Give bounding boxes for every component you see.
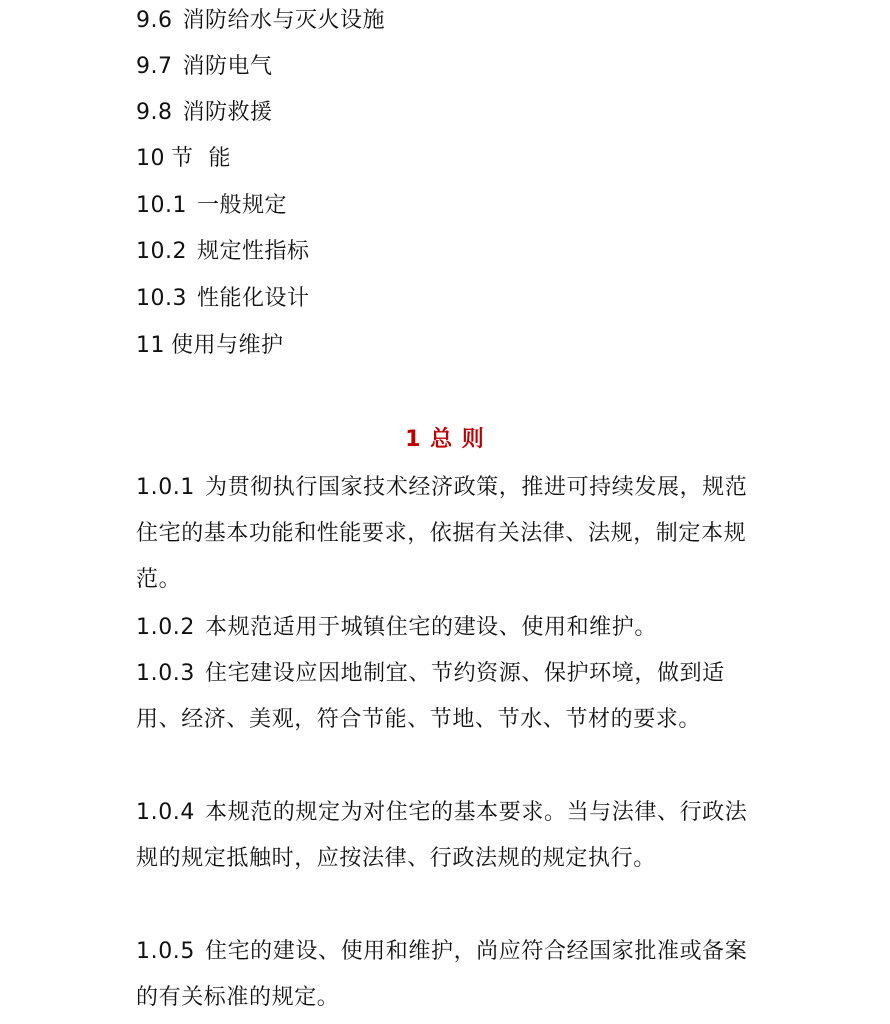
clause-text: 住宅的建设、使用和维护，尚应符合经国家批准或备案的有关标准的规定。 <box>136 939 748 1010</box>
toc-number: 9.8 <box>136 100 173 125</box>
toc-number: 9.6 <box>136 8 173 33</box>
toc-number: 10.1 <box>136 193 187 218</box>
toc-title: 消防给水与灭火设施 <box>182 8 386 33</box>
toc-title: 消防电气 <box>182 54 273 79</box>
clause-1-0-3 <box>136 651 766 743</box>
clause-number: 1.0.1 <box>136 475 195 500</box>
toc-title: 节 能 <box>171 146 231 171</box>
clause-number: 1.0.4 <box>136 800 195 825</box>
toc-title: 性能化设计 <box>196 286 310 311</box>
clause-1-0-2 <box>136 605 766 651</box>
clause-number: 1.0.3 <box>136 661 195 686</box>
chapter-heading: 1 总 则 <box>405 427 485 452</box>
toc-item <box>136 191 287 221</box>
toc-title: 使用与维护 <box>171 333 284 358</box>
toc-title: 规定性指标 <box>196 239 310 264</box>
clause-1-0-5 <box>136 929 766 1021</box>
toc-item <box>136 284 310 314</box>
clause-text: 本规范适用于城镇住宅的建设、使用和维护。 <box>204 615 657 640</box>
toc-number: 11 <box>136 333 165 358</box>
clause-text: 住宅建设应因地制宜、节约资源、保护环境，做到适用、经济、美观，符合节能、节地、节水、节材的要求。 <box>136 661 725 732</box>
toc-title: 消防救援 <box>182 100 273 125</box>
toc-number: 9.7 <box>136 54 173 79</box>
toc-item <box>136 6 385 36</box>
clause-text: 本规范的规定为对住宅的基本要求。当与法律、行政法规的规定抵触时，应按法律、行政法规的规定执行。 <box>136 800 748 871</box>
toc-item <box>136 237 310 267</box>
toc-item <box>136 331 284 361</box>
toc-item <box>136 52 273 82</box>
clause-1-0-4 <box>136 790 766 882</box>
toc-number: 10 <box>136 146 165 171</box>
toc-number: 10.3 <box>136 286 187 311</box>
toc-item <box>136 98 273 128</box>
clause-1-0-1 <box>136 465 766 603</box>
clause-number: 1.0.5 <box>136 939 195 964</box>
toc-title: 一般规定 <box>196 193 287 218</box>
toc-number: 10.2 <box>136 239 187 264</box>
clause-text: 为贯彻执行国家技术经济政策，推进可持续发展，规范住宅的基本功能和性能要求，依据有关法律、法规，制定本规范。 <box>136 475 748 592</box>
toc-item <box>136 144 231 174</box>
clause-number: 1.0.2 <box>136 615 195 640</box>
